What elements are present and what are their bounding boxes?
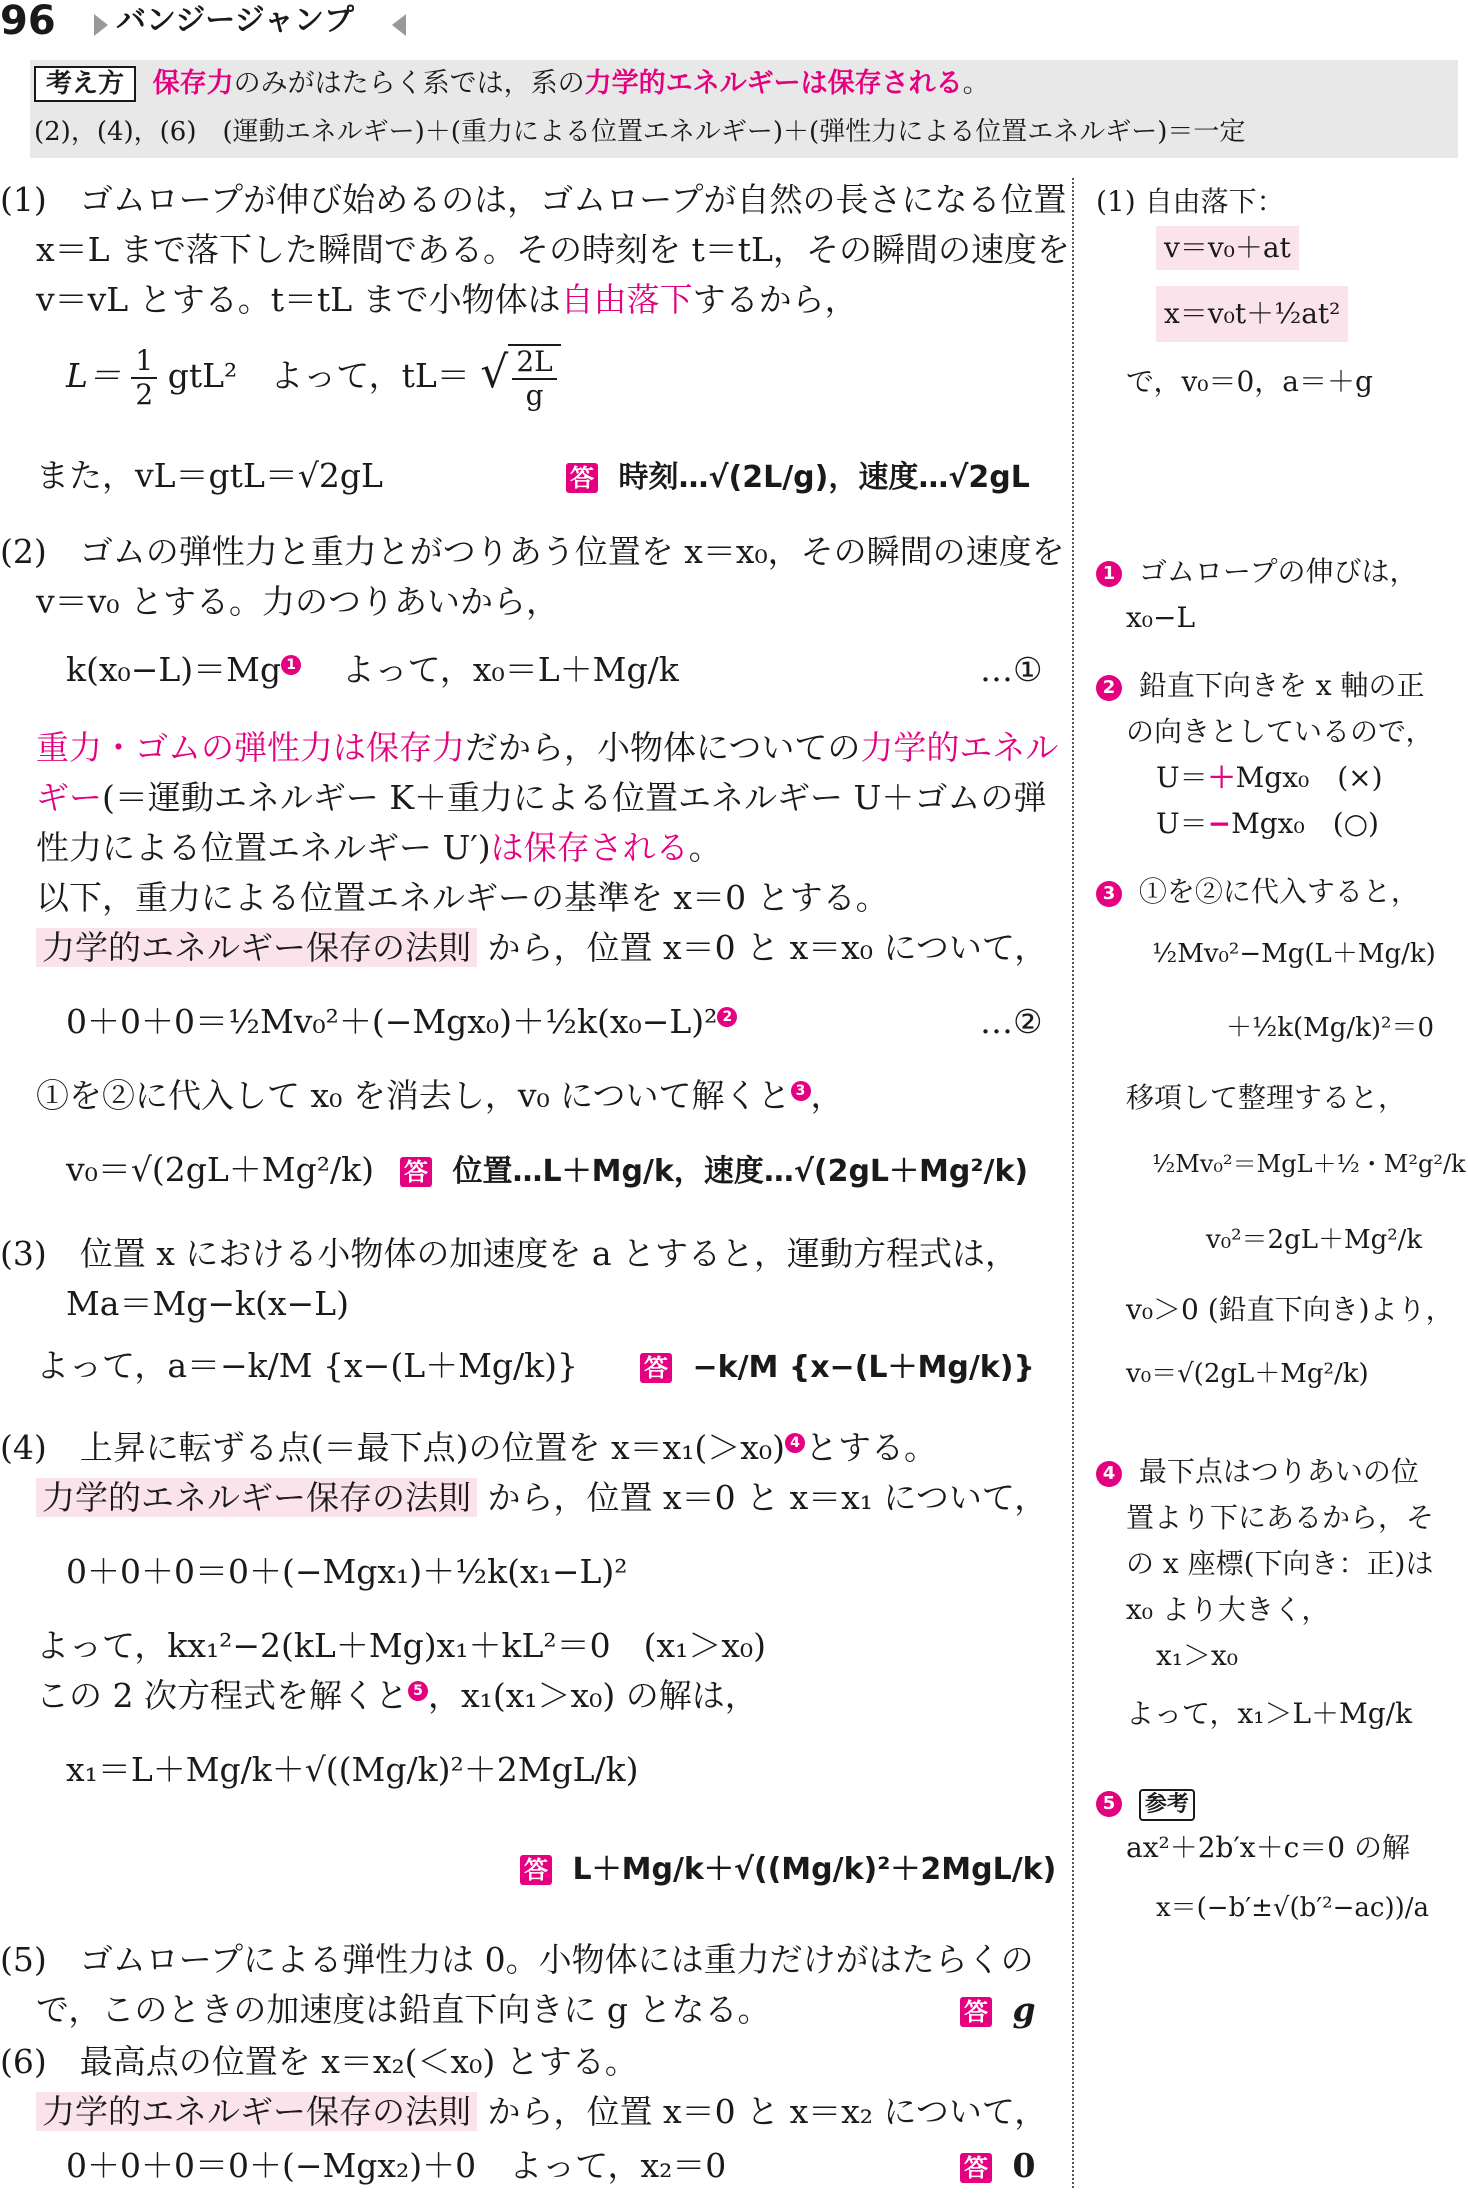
p2-line-7-b: から，位置 x＝0 と x＝x₀ について， <box>487 928 1048 967</box>
problem-number: 96 <box>0 0 56 44</box>
p4-answer <box>520 1844 1056 1894</box>
note-2-line-3 <box>1156 756 1383 800</box>
note-2-u-b: U＝ <box>1156 807 1208 840</box>
p1-line-1: (1) ゴムロープが伸び始めるのは，ゴムロープが自然の長さになる位置 <box>0 180 1067 219</box>
approach-label: 考え方 <box>34 66 136 102</box>
note-2 <box>1096 664 1425 708</box>
p4-line-4 <box>36 1672 758 1720</box>
p2-equation-3: v₀＝√(2gL＋Mg²/k) <box>66 1150 374 1189</box>
note-2-line-4 <box>1156 802 1379 846</box>
note-1 <box>1096 550 1418 594</box>
note-3-line-2: 移項して整理すると， <box>1126 1081 1407 1114</box>
note-4-line-5: x₁＞x₀ <box>1156 1639 1239 1672</box>
p2-line-1: (2) ゴムの弾性力と重力とがつりあう位置を x＝x₀，その瞬間の速度を <box>0 532 1065 571</box>
p1-line-3 <box>36 276 858 324</box>
answer-mark: 答 <box>566 463 598 493</box>
answer-mark: 答 <box>960 1997 992 2027</box>
p4-line-4-b: ，x₁(x₁＞x₀) の解は， <box>427 1676 758 1715</box>
note-2-marker: 2 <box>1096 675 1122 701</box>
p2-line-3-b: だから，小物体についての <box>465 728 861 767</box>
p4-line-2 <box>36 1474 1047 1522</box>
law-highlight: 力学的エネルギー保存の法則 <box>36 928 477 967</box>
note-1-marker: 1 <box>1096 561 1122 587</box>
approach-line-2: (2)，(4)，(6) (運動エネルギー)＋(重力による位置エネルギー)＋(弾性力による位置エネルギー)＝一定 <box>34 117 1246 147</box>
approach-box <box>30 60 1458 158</box>
p3-line-1: (3) 位置 x における小物体の加速度を a とすると，運動方程式は， <box>0 1234 1018 1273</box>
approach-period: 。 <box>962 68 990 99</box>
p4-line-4-a: この 2 次方程式を解くと <box>36 1676 408 1715</box>
p1-line-3-a: v＝vL とする。t＝tL まで小物体は <box>36 280 561 319</box>
note-3-marker: 3 <box>1096 881 1122 907</box>
p4-line-3: よって，kx₁²−2(kL＋Mg)x₁＋kL²＝0 (x₁＞x₀) <box>36 1626 767 1665</box>
p1-eq1-lhs: L＝ <box>66 356 121 395</box>
note-1-line-2: x₀−L <box>1126 601 1196 634</box>
p5-line-1: (5) ゴムロープによる弾性力は 0。小物体には重力だけがはたらくの <box>0 1940 1034 1979</box>
p2-line-7 <box>36 924 1047 972</box>
p2-line-4-b: (＝運動エネルギー K＋重力による位置エネルギー U＋ゴムの弾 <box>102 778 1047 817</box>
note-marker-1: 1 <box>281 655 301 675</box>
note-3 <box>1096 870 1419 914</box>
p2-line-4 <box>36 774 1046 822</box>
p2-line-5-a: 性力による位置エネルギー U′) <box>36 828 491 867</box>
p2-line-2: v＝v₀ とする。力のつりあいから， <box>36 582 560 621</box>
note-4-line-2: 置より下にあるから，そ <box>1126 1501 1435 1534</box>
p1-line-3-c: するから， <box>692 280 858 319</box>
note-5 <box>1096 1780 1195 1824</box>
p2-equation-2 <box>66 998 737 1046</box>
p1-equation-2: また，vL＝gtL＝√2gL <box>36 456 383 495</box>
p2-energy-term-a: 力学的エネル <box>860 728 1059 767</box>
p5-line-2: で，このときの加速度は鉛直下向きに g となる。 <box>36 1990 771 2029</box>
approach-term-conservative-force: 保存力 <box>152 68 234 99</box>
note-5-marker: 5 <box>1096 1791 1122 1817</box>
p1-answer-text: 時刻…√(2L/g)，速度…√2gL <box>618 460 1030 495</box>
triangle-left-icon <box>392 14 406 36</box>
note-2-l3-rest: Mgx₀ (×) <box>1235 761 1383 794</box>
sqrt-2L-over-g: $\frac{2L}{g}$ <box>508 344 560 412</box>
approach-text: のみがはたらく系では，系の <box>233 68 585 99</box>
answer-mark: 答 <box>400 1157 432 1187</box>
p4-line-1-a: (4) 上昇に転ずる点(＝最下点)の位置を x＝x₁(＞x₀) <box>0 1428 786 1467</box>
note-2-minus-sign: − <box>1207 807 1232 840</box>
note-2-u-a: U＝ <box>1156 761 1208 794</box>
note-4-line-6: よって，x₁＞L＋Mg/k <box>1126 1697 1413 1730</box>
p2-eq2-text: 0＋0＋0＝½Mv₀²＋(−Mgx₀)＋½k(x₀−L)² <box>66 1002 718 1041</box>
note-5-eq: x＝(−b′±√(b′²−ac))/a <box>1156 1893 1430 1923</box>
p1-answer <box>566 452 1030 502</box>
note-4-marker: 4 <box>1096 1461 1122 1487</box>
note-3-line-3: v₀＞0 (鉛直下向き)より， <box>1126 1293 1454 1326</box>
free-fall-term: 自由落下 <box>560 280 693 319</box>
p2-line-8-text: ①を②に代入して x₀ を消去し，v₀ について解くと <box>36 1076 791 1115</box>
p6-answer <box>960 2142 1035 2190</box>
eq-tag-2: …② <box>980 1002 1043 1041</box>
note-3-eq4: v₀²＝2gL＋Mg²/k <box>1206 1225 1423 1255</box>
approach-line-1 <box>34 64 990 104</box>
note-3-eq5: v₀＝√(2gL＋Mg²/k) <box>1126 1359 1369 1389</box>
p2-eq1-rhs: よって，x₀＝L＋Mg/k <box>341 650 679 689</box>
p6-equation: 0＋0＋0＝0＋(−Mgx₂)＋0 よって，x₂＝0 <box>66 2146 727 2185</box>
p2-equation-1 <box>66 646 679 694</box>
p4-line-2-b: から，位置 x＝0 と x＝x₁ について， <box>487 1478 1048 1517</box>
p1-equation-1 <box>66 344 561 412</box>
answer-mark: 答 <box>640 1353 672 1383</box>
p3-line-2: Ma＝Mg−k(x−L) <box>66 1284 349 1323</box>
p2-eq1-lhs: k(x₀−L)＝Mg <box>66 650 282 689</box>
p2-line-5 <box>36 824 722 872</box>
fraction-half: $\frac{1}{2}$ <box>131 345 157 411</box>
p4-equation-1: 0＋0＋0＝0＋(−Mgx₁)＋½k(x₁−L)² <box>66 1552 628 1591</box>
note-2-line-2: の向きとしているので， <box>1126 715 1434 748</box>
p1-eq1-rhs: gtL² よって，tL＝ <box>167 356 470 395</box>
note-4-line-3: の x 座標(下向き：正)は <box>1126 1547 1434 1580</box>
note-marker-2: 2 <box>717 1007 737 1027</box>
p2-line-5-c: 。 <box>688 828 722 867</box>
p6-line-2 <box>36 2088 1047 2136</box>
p5-answer <box>960 1986 1036 2034</box>
triangle-right-icon <box>94 14 108 36</box>
note-2-l4-rest: Mgx₀ (○) <box>1231 807 1379 840</box>
side-1-eq2: x＝v₀t＋½at² <box>1156 286 1348 342</box>
p2-answer <box>400 1146 1028 1196</box>
p3-line-3: よって，a＝−k/M {x−(L＋Mg/k)} <box>36 1346 579 1385</box>
p2-line-3 <box>36 724 1058 772</box>
note-marker-5: 5 <box>408 1681 428 1701</box>
side-1-eq1: v＝v₀＋at <box>1156 226 1299 270</box>
note-3-eq2: ＋½k(Mg/k)²＝0 <box>1226 1013 1434 1043</box>
side-1-title: (1) 自由落下： <box>1096 185 1285 218</box>
note-4-line-4: x₀ より大きく， <box>1126 1593 1330 1626</box>
p3-answer <box>640 1342 1035 1392</box>
p2-energy-term-b: ギー <box>36 778 102 817</box>
p2-answer-text: 位置…L＋Mg/k，速度…√(2gL＋Mg²/k) <box>452 1154 1029 1189</box>
answer-mark: 答 <box>520 1855 552 1885</box>
note-2-line-1: 鉛直下向きを x 軸の正 <box>1138 669 1425 702</box>
law-highlight: 力学的エネルギー保存の法則 <box>36 1478 477 1517</box>
note-1-line-1: ゴムロープの伸びは， <box>1138 555 1418 588</box>
p6-line-1: (6) 最高点の位置を x＝x₂(＜x₀) とする。 <box>0 2042 638 2081</box>
p6-answer-text: 0 <box>1012 2146 1036 2185</box>
p2-conservative-term: 重力・ゴムの弾性力は保存力 <box>36 728 465 767</box>
eq-tag-1: …① <box>980 650 1043 689</box>
note-5-line-1: ax²＋2b′x＋c＝0 の解 <box>1126 1831 1410 1864</box>
note-marker-3: 3 <box>791 1081 811 1101</box>
p4-equation-2: x₁＝L＋Mg/k＋√((Mg/k)²＋2MgL/k) <box>66 1750 639 1789</box>
note-3-eq3: ½Mv₀²＝MgL＋½・M²g²/k <box>1152 1150 1466 1178</box>
note-3-eq1: ½Mv₀²−Mg(L＋Mg/k) <box>1152 939 1436 969</box>
p5-answer-text: g <box>1012 1990 1036 2029</box>
p4-line-1-b: とする。 <box>805 1428 938 1467</box>
p4-line-1 <box>0 1424 937 1472</box>
side-1-line-2: で，v₀＝0，a＝＋g <box>1126 365 1373 398</box>
column-divider <box>1072 178 1074 2188</box>
note-4 <box>1096 1450 1419 1494</box>
p3-answer-text: −k/M {x−(L＋Mg/k)} <box>692 1350 1035 1385</box>
p1-line-2: x＝L まで落下した瞬間である。その時刻を t＝tL，その瞬間の速度を <box>36 230 1070 269</box>
note-3-line-1: ①を②に代入すると， <box>1138 875 1419 908</box>
law-highlight: 力学的エネルギー保存の法則 <box>36 2092 477 2131</box>
reference-label: 参考 <box>1139 1789 1195 1821</box>
problem-title: バンジージャンプ <box>116 3 355 38</box>
note-marker-4: 4 <box>785 1433 805 1453</box>
p2-line-6: 以下，重力による位置エネルギーの基準を x＝0 とする。 <box>36 878 889 917</box>
p6-line-2-b: から，位置 x＝0 と x＝x₂ について， <box>487 2092 1048 2131</box>
approach-term-energy-conserved: 力学的エネルギーは保存される <box>584 68 963 99</box>
p2-line-8: ①を②に代入して x₀ を消去し，v₀ について解くと 3 ， <box>36 1076 844 1115</box>
sqrt-sign: √ <box>480 347 509 398</box>
p2-conserved-term: は保存される <box>490 828 689 867</box>
p4-answer-text: L＋Mg/k＋√((Mg/k)²＋2MgL/k) <box>572 1852 1057 1887</box>
note-4-line-1: 最下点はつりあいの位 <box>1138 1455 1419 1488</box>
answer-mark: 答 <box>960 2153 992 2183</box>
note-2-plus-sign: ＋ <box>1207 761 1236 794</box>
